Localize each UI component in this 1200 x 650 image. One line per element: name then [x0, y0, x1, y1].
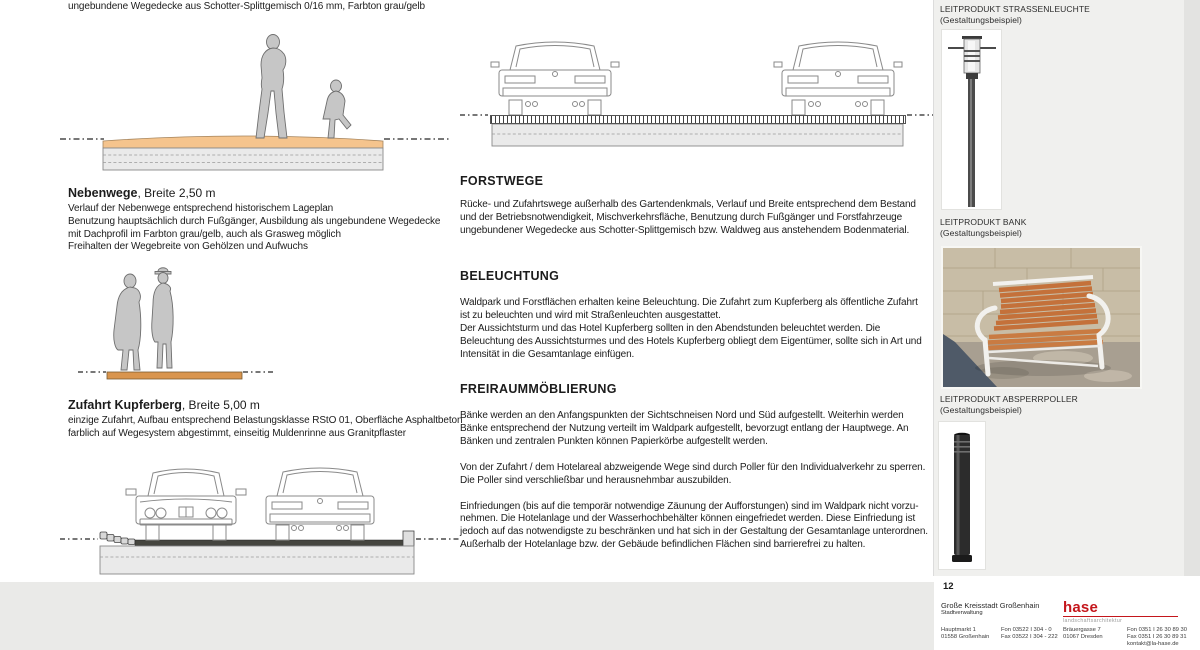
footer-client: [941, 601, 1039, 617]
paragraph: Waldpark und Forstflächen erhalten keine Beleuchtung. Die Zufahrt zum Kupferberg als öffentliche Zufahrt ist zu beleuchten und wird mit Straßenleuchten ausgestattet.: [460, 297, 918, 321]
column-divider: [933, 0, 934, 576]
hase-logo: hase landschaftsarchitektur: [1063, 600, 1178, 625]
car-rear-outline: [491, 42, 619, 115]
section-line: Freihalten der Wegebreite von Gehölzen und Aufwuchs: [68, 241, 308, 253]
section-line: mit Dachprofil im Farbton grau/gelb, auch als Grasweg möglich: [68, 228, 341, 240]
bench-photo: [941, 246, 1142, 389]
car-rear-outline: [266, 468, 374, 540]
studio-contact: Fon 0351 I 26 30 89 30 Fax 0351 I 26 30 89 31 kontakt@la-hase.de: [1127, 627, 1187, 648]
paragraph: Von der Zufahrt / dem Hotelareal abzweigende Wege sind durch Poller für den Individualverkehr zu sperren. Die Poller sind verschließbar und herausnehmbar auszubilden.: [460, 461, 926, 486]
section-line: Verlauf der Nebenwege entsprechend historischem Lageplan: [68, 203, 334, 214]
page-number: 12: [943, 581, 954, 592]
section-title: FREIRAUMMÖBLIERUNG: [460, 382, 617, 396]
section-title: BELEUCHTUNG: [460, 269, 560, 283]
sidebar-label-bank: LEITPRODUKT BANK (Gestaltungsbeispiel): [940, 217, 1027, 238]
street-lamp-image: [942, 30, 1001, 209]
paragraph: Einfriedungen (bis auf die temporär notwendige Zäunung der Aufforstungen) sind im Waldpark nicht vorzu-nehmen. Die Hotelanlage und der Wasserhochbehälter können eingefriedet werden. Diese Einfriedung ist jedoch auf das notwendigste zu beschränken und hat sich in der Gestaltung der Gesamtanlage unterordnen. Außerhalb der Hotelanlage bzw. der Gebäude befindlichen Flächen sind barrierefrei zu halten.: [460, 500, 928, 551]
bollard-image: [939, 422, 985, 569]
section-beleuchtung: [460, 269, 930, 362]
paragraph: Der Aussichtsturm und das Hotel Kupferberg sollten in den Abendstunden beleuchtet werden. Die Beleuchtung des Aussichtsturmes und des Hotels Kupferberg obliegt dem Eigentümer, sollte sich in Art und Intensität in die Gesamtanlage einfügen.: [460, 322, 922, 360]
section-forstwege: [460, 174, 930, 251]
gravel-hatch-layer: [490, 115, 906, 124]
car-rear-outline: [774, 42, 902, 115]
top-note-text: ungebundene Wegedecke aus Schotter-Splittgemisch 0/16 mm, Farbton grau/gelb: [68, 1, 425, 12]
client-dept: Stadtverwaltung: [941, 610, 983, 616]
section-nebenwege: [68, 185, 460, 254]
car-front-outline: [126, 469, 246, 540]
nebenwege-cross-section-drawing: [60, 26, 450, 176]
section-title: Nebenwege, Breite 2,50 m: [68, 186, 216, 200]
sidebar-label-strassenleuchte: LEITPRODUKT STRASSENLEUCHTE (Gestaltungsbeispiel): [940, 4, 1090, 25]
section-line: farblich auf Wegesystem abgestimmt, einseitig Muldenrinne aus Granitpflaster: [68, 427, 406, 439]
section-zufahrt-kupferberg: [68, 397, 463, 441]
walking-figures-silhouette: [256, 35, 351, 139]
studio-address: Bräuergasse 7 01067 Dresden: [1063, 627, 1103, 641]
section-freiraummoeblierung: [460, 382, 930, 565]
right-margin-strip: [1184, 0, 1200, 576]
paragraph: Bänke werden an den Anfangspunkten der Sichtschneisen Nord und Süd aufgestellt. Weiterhin werden Bänke entsprechend der Nutzung verteilt im Waldpark aufgestellt, bevorzugt entlang der Hauptwege. An Bänken und zentralen Punkten können Papierkörbe aufgestellt werden.: [460, 410, 909, 447]
sidebar-label-absperrpoller: LEITPRODUKT ABSPERRPOLLER (Gestaltungsbeispiel): [940, 394, 1078, 415]
client-name: Große Kreisstadt Großenhain: [941, 601, 1040, 610]
section-title: FORSTWEGE: [460, 174, 544, 188]
section-line: einzige Zufahrt, Aufbau entsprechend Belastungsklasse RStO 01, Oberfläche Asphaltbeton: [68, 415, 463, 426]
bollard-photo: [938, 421, 986, 570]
logo-tagline: landschaftsarchitektur: [1063, 618, 1123, 624]
street-lamp-photo: [941, 29, 1002, 210]
asphalt-layer: [135, 540, 403, 546]
forstweg-cross-section-drawing: [460, 28, 935, 153]
section-line: Benutzung hauptsächlich durch Fußgänger, Ausbildung als ungebundene Wegedecke: [68, 215, 441, 227]
standing-figures-silhouette: [114, 268, 173, 370]
client-phone: Fon 03522 I 304 - 0 Fax 03522 I 304 - 222: [1001, 627, 1058, 641]
section-title: Zufahrt Kupferberg, Breite 5,00 m: [68, 398, 260, 412]
paragraph: Rücke- und Zufahrtswege außerhalb des Gartendenkmals, Verlauf und Breite entsprechend dem Bestand und der Betriebsnotwendigkeit, Mischverkehrsfläche, Benutzung durch Fußgänger und Forstfahrzeuge ungebundener Wegedecke aus Schotter-Splittgemisch bzw. Waldweg aus anstehendem Bodenmaterial.: [460, 199, 916, 236]
bench-image: [943, 248, 1140, 387]
client-address: Hauptmarkt 1 01558 Großenhain: [941, 627, 990, 641]
granite-gutter: [100, 532, 135, 545]
bottom-band: [0, 582, 934, 650]
hauptweg-cross-section-drawing: [60, 262, 440, 382]
zufahrt-cross-section-drawing: [60, 458, 460, 580]
